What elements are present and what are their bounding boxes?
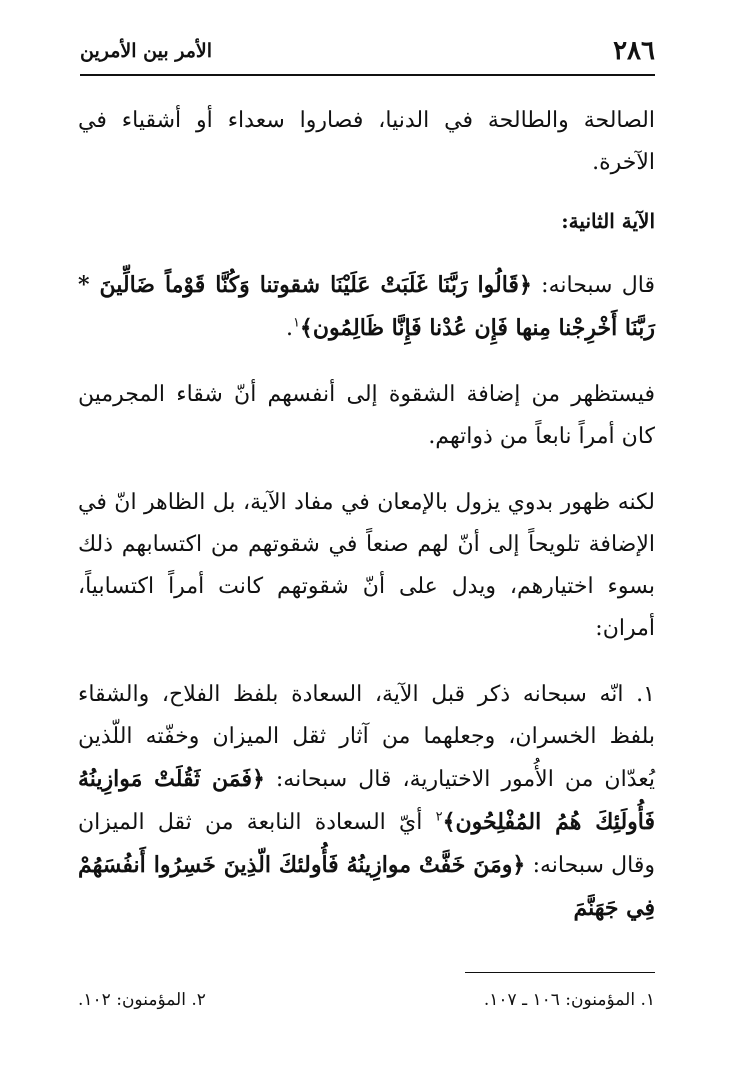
page-header	[80, 28, 655, 76]
running-title: الأمر بين الأمرين	[80, 40, 213, 62]
quran-verse-2: ﴿فَمَن ثَقُلَتْ مَوازِينُهُ فَأُولَئِكَ هُمُ المُفْلِحُون﴾	[78, 766, 655, 835]
quran-verse-3: ﴿ومَنَ خَفَّتْ موازِينُهُ فَأُولئكَ الّذِينَ خَسِرُوا أَنفُسَهُمْ فِي جَهَنَّمَ	[78, 852, 655, 921]
footnote-ref-2: ٢	[435, 809, 443, 825]
footnote-ref-1: ١	[292, 315, 300, 331]
footnotes	[78, 990, 655, 1010]
quran-verse-1: ﴿قَالُوا رَبَّنَا غَلَبَتْ عَلَيْنَا شقوتنا وَكُنَّا قَوْماً ضَالِّينَ * رَبَّنَا أَخْرِجْنا مِنها فَإِن عُدْنا فَإِنَّا ظَالِمُون﴾	[78, 272, 655, 341]
footnote-1: ١. المؤمنون: ١٠٦ ـ ١٠٧.	[483, 990, 655, 1010]
page-number: ٢٨٦	[613, 36, 655, 66]
paragraph-3: فيستظهر من إضافة الشقوة إلى أنفسهم أنّ شقاء المجرمين كان أمراً نابعاً من ذواتهم.	[78, 382, 655, 449]
paragraph-2: قال سبحانه: ﴿قَالُوا رَبَّنَا غَلَبَتْ عَلَيْنَا شقوتنا وَكُنَّا قَوْماً ضَالِّينَ * رَبَّنَا أَخْرِجْنا مِنها فَإِن عُدْنا فَإِنَّا ظَالِمُون﴾$^١$.	[78, 272, 655, 341]
paragraph-5-text-b: أيّ السعادة النابعة من ثقل الميزان وقال سبحانه:	[78, 810, 655, 878]
section-heading: الآية الثانية:	[561, 209, 655, 233]
footnote-2: ٢. المؤمنون: ١٠٢.	[78, 990, 206, 1010]
paragraph-2-intro: قال سبحانه:	[531, 273, 655, 298]
page-body	[78, 100, 655, 930]
paragraph-4: لكنه ظهور بدوي يزول بالإمعان في مفاد الآية، بل الظاهر انّ في الإضافة تلويحاً إلى أنّ لهم صنعاً في شقوتهم من اكتسابهم ذلك بسوء اختيارهم، ويدل على أنّ شقوتهم كانت أمراً اكتسابياً، أمران:	[78, 490, 655, 641]
paragraph-5-text-a: ١. انّه سبحانه ذكر قبل الآية، السعادة بلفظ الفلاح، والشقاء بلفظ الخسران، وجعلهما من آثار ثقل الميزان وخفّته اللّذين يُعدّان من الأُمور الاختيارية، قال سبحانه:	[78, 682, 655, 792]
paragraph-1: الصالحة والطالحة في الدنيا، فصاروا سعداء أو أشقياء في الآخرة.	[78, 108, 655, 175]
footnote-divider	[465, 972, 655, 973]
paragraph-5	[78, 674, 655, 930]
